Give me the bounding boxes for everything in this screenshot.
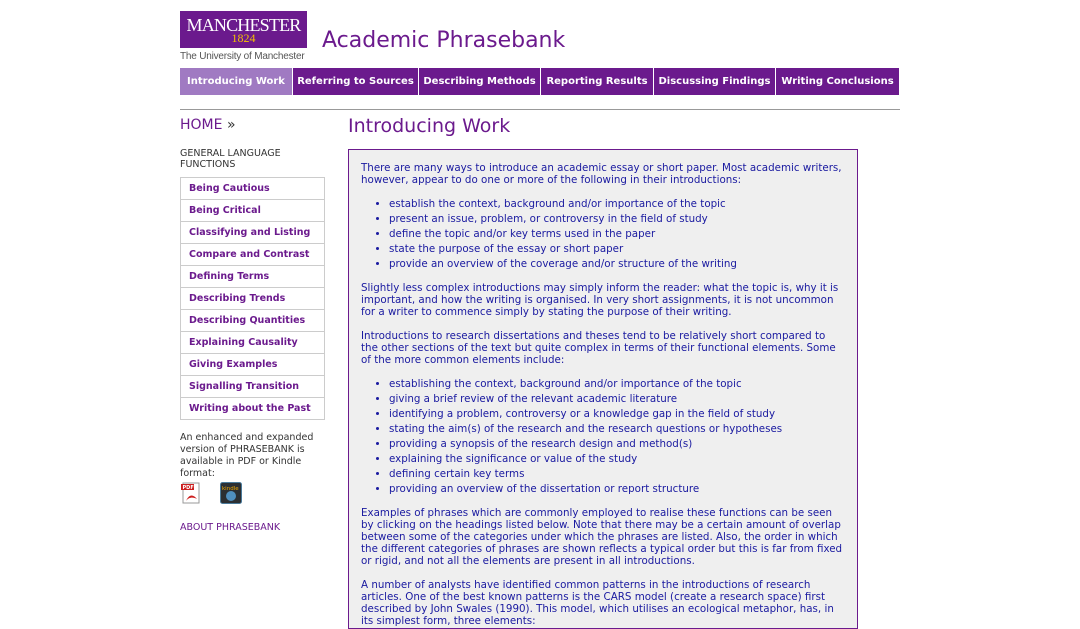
list-item: • giving a brief review of the relevant academic literature [389, 393, 845, 405]
about-phrasebank-link[interactable]: ABOUT PHRASEBANK [180, 522, 281, 533]
list-item: • identifying a problem, controversy or a knowledge gap in the field of study [389, 408, 845, 420]
breadcrumb-separator: » [226, 117, 236, 133]
logo-mark [180, 11, 307, 48]
sidebar-item-giving-examples[interactable]: Giving Examples [180, 354, 325, 376]
list-item: • providing a synopsis of the research design and method(s) [389, 438, 845, 450]
university-logo[interactable] [180, 11, 307, 63]
home-label[interactable]: HOME [180, 117, 223, 133]
sidebar-menu [180, 177, 325, 420]
logo-year: 1824 [231, 31, 256, 45]
sidebar-item-describing-quantities[interactable]: Describing Quantities [180, 310, 325, 332]
pdf-icon[interactable] [180, 482, 202, 504]
tab-writing-conclusions[interactable]: Writing Conclusions [776, 68, 900, 95]
simple-intro-paragraph: Slightly less complex introductions may simply inform the reader: what the topic is, why it is important, and how the writing is organised. In very short assignments, it is not uncommon for a writer to commence simply by stating the purpose of their writing. [361, 282, 839, 318]
section-label: GENERAL LANGUAGE FUNCTIONS [180, 148, 281, 170]
page-title: Introducing Work [348, 115, 511, 137]
site-title: Academic Phrasebank [322, 28, 566, 53]
dissertation-elements-list [361, 378, 845, 495]
list-item: • present an issue, problem, or controversy in the field of study [389, 213, 845, 225]
sidebar-item-being-cautious[interactable]: Being Cautious [180, 177, 325, 200]
tab-discussing-findings[interactable]: Discussing Findings [654, 68, 776, 95]
essay-elements-list [361, 198, 845, 270]
logo-subtitle: The University of Manchester [180, 51, 305, 62]
list-item: • define the topic and/or key terms used in the paper [389, 228, 845, 240]
kindle-icon-label: kindle [222, 486, 239, 492]
sidebar-item-describing-trends[interactable]: Describing Trends [180, 288, 325, 310]
sidebar-item-explaining-causality[interactable]: Explaining Causality [180, 332, 325, 354]
phrases-examples-paragraph: Examples of phrases which are commonly employed to realise these functions can be seen by clicking on the headings listed below. Note that there may be a certain amount of overlap between some of the categories under which the phrases are listed. Also, the order in which the different categories of phrases are shown reflects a typical order but this is far from fixed or rigid, and not all the elements are present in all introductions. [361, 507, 843, 567]
tab-introducing-work[interactable]: Introducing Work [180, 68, 293, 95]
sidebar-item-compare-and-contrast[interactable]: Compare and Contrast [180, 244, 325, 266]
intro-paragraph: There are many ways to introduce an academic essay or short paper. Most academic writers, however, appear to do one or more of the following in their introductions: [361, 162, 842, 186]
list-item: • explaining the significance or value of the study [389, 453, 845, 465]
sidebar-item-writing-about-the-past[interactable]: Writing about the Past [180, 398, 325, 420]
kindle-icon[interactable] [220, 482, 242, 504]
cars-model-paragraph: A number of analysts have identified common patterns in the introductions of research articles. One of the best known patterns is the CARS model (create a research space) first described by John Swales (1990). This model, which utilises an ecological metaphor, has, in its simplest form, three elements: [361, 579, 834, 627]
sidebar-item-being-critical[interactable]: Being Critical [180, 200, 325, 222]
list-item: • establishing the context, background and/or importance of the topic [389, 378, 845, 390]
list-item: • establish the context, background and/or importance of the topic [389, 198, 845, 210]
tab-reporting-results[interactable]: Reporting Results [541, 68, 654, 95]
list-item: • provide an overview of the coverage and/or structure of the writing [389, 258, 845, 270]
tab-describing-methods[interactable]: Describing Methods [419, 68, 541, 95]
sidebar-item-signalling-transition[interactable]: Signalling Transition [180, 376, 325, 398]
content-panel [348, 149, 858, 629]
list-item: • defining certain key terms [389, 468, 845, 480]
list-item: • providing an overview of the dissertation or report structure [389, 483, 845, 495]
main-nav [180, 68, 900, 95]
sidebar-item-classifying-and-listing[interactable]: Classifying and Listing [180, 222, 325, 244]
sidebar-item-defining-terms[interactable]: Defining Terms [180, 266, 325, 288]
home-link[interactable] [180, 117, 236, 133]
logo-name: MANCHESTER [186, 15, 301, 35]
list-item: • state the purpose of the essay or short paper [389, 243, 845, 255]
list-item: • stating the aim(s) of the research and the research questions or hypotheses [389, 423, 845, 435]
nav-divider [180, 109, 900, 110]
pdf-icon-label: PDF [182, 485, 194, 491]
phrasebank-promo-text: An enhanced and expanded version of PHRASEBANK is available in PDF or Kindle format: [180, 432, 314, 479]
dissertation-intro-paragraph: Introductions to research dissertations and theses tend to be relatively short compared to the other sections of the text but quite complex in terms of their functional elements. Some of the more common elements include: [361, 330, 836, 366]
tab-referring-to-sources[interactable]: Referring to Sources [293, 68, 419, 95]
